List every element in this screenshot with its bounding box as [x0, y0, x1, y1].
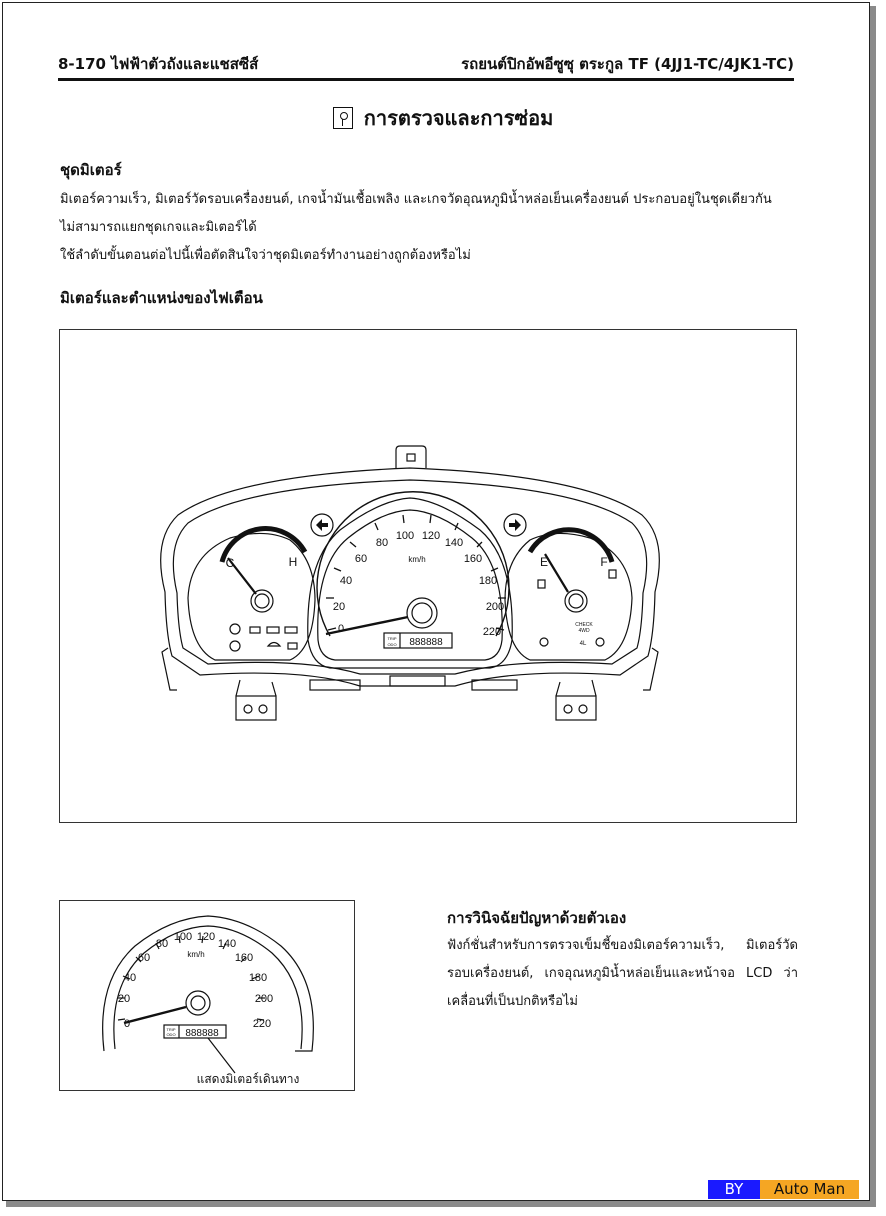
small-odo-lcd-value: 888888 — [185, 1028, 219, 1039]
small-speed-label-180: 180 — [248, 972, 268, 984]
small-speed-unit: km/h — [187, 950, 205, 959]
speedometer-detail-figure — [59, 900, 355, 1091]
warning-lights-heading: มิเตอร์และตำแหน่งของไฟเตือน — [60, 289, 263, 307]
turn-left-icon — [316, 519, 328, 531]
small-speed-label-80: 80 — [155, 938, 169, 950]
speed-label-40: 40 — [339, 575, 353, 587]
meter-set-line-2: ไม่สามารถแยกชุดเกจและมิเตอร์ได้ — [60, 220, 257, 235]
small-speed-label-60: 60 — [137, 952, 151, 964]
speedometer-detail-drawing — [60, 901, 354, 1090]
page-title-text: การตรวจและการซ่อม — [363, 106, 554, 130]
check-4wd-label: CHECK — [575, 622, 593, 628]
trip-meter-callout: แสดงมิเตอร์เดินทาง — [196, 1072, 300, 1086]
page-title — [0, 102, 886, 134]
small-speed-label-20: 20 — [117, 993, 131, 1005]
small-speed-label-0: 0 — [123, 1018, 131, 1030]
turn-right-icon — [509, 519, 521, 531]
page-header — [58, 52, 794, 81]
speed-label-160: 160 — [463, 553, 483, 565]
odo-mode-top: TRIP — [387, 636, 397, 641]
speed-label-0: 0 — [337, 623, 345, 635]
author-badge — [708, 1180, 859, 1199]
speed-label-100: 100 — [395, 530, 415, 542]
small-speed-label-160: 160 — [234, 952, 254, 964]
check-4wd-sublabel: 4WD — [578, 628, 590, 634]
meter-set-line-3: ใช้ลำดับขั้นตอนต่อไปนี้เพื่อตัดสินใจว่าชุดมิเตอร์ทำงานอย่างถูกต้องหรือไม่ — [60, 248, 471, 263]
temp-cold-label: C — [225, 556, 235, 570]
odo-mode-bottom: ODO — [387, 642, 397, 647]
meter-set-line-1: มิเตอร์ความเร็ว, มิเตอร์วัดรอบเครื่องยนต์, เกจน้ำมันเชื้อเพลิง และเกจวัดอุณหภูมิน้ำหล่อเย็นเครื่องยนต์ ประกอบอยู่ในชุดเดียวกัน — [60, 192, 772, 207]
page-shadow-right — [870, 6, 876, 1205]
self-diagnosis-text: ฟังก์ชั่นสำหรับการตรวจเข็มชี้ของมิเตอร์ความเร็ว, มิเตอร์วัดรอบเครื่องยนต์, เกจอุณหภูมิน้ำหล่อเย็นและหน้าจอ LCD ว่าเคลื่อนที่เป็นปกติหรือไม่ — [447, 938, 798, 1009]
header-vehicle-title: รถยนต์ปิกอัพอีซูซุ ตระกูล TF (4JJ1-TC/4JK1-TC) — [461, 55, 794, 73]
instrument-cluster-figure — [59, 329, 797, 823]
meter-set-heading: ชุดมิเตอร์ — [60, 161, 122, 179]
instrument-cluster-drawing — [60, 330, 796, 822]
speed-unit: km/h — [408, 555, 426, 564]
speed-label-200: 200 — [485, 601, 505, 613]
page-shadow-bottom — [6, 1201, 876, 1207]
small-speed-label-120: 120 — [196, 931, 216, 943]
small-speed-label-100: 100 — [173, 931, 193, 943]
fuel-full-label: F — [600, 555, 608, 569]
small-speed-label-140: 140 — [217, 938, 237, 950]
speed-label-120: 120 — [421, 530, 441, 542]
speed-label-180: 180 — [478, 575, 498, 587]
inspection-icon — [333, 107, 353, 129]
odo-lcd-value: 888888 — [409, 637, 443, 648]
badge-name: Auto Man — [760, 1180, 859, 1199]
speed-label-140: 140 — [444, 537, 464, 549]
small-speed-label-40: 40 — [123, 972, 137, 984]
speed-label-80: 80 — [375, 537, 389, 549]
temp-hot-label: H — [288, 555, 298, 569]
four-low-label: 4L — [579, 641, 587, 647]
small-odo-mode-top: TRIP — [166, 1027, 176, 1032]
small-odo-mode-bottom: ODO — [166, 1032, 176, 1037]
speed-label-20: 20 — [332, 601, 346, 613]
small-speed-label-220: 220 — [252, 1018, 272, 1030]
badge-by: BY — [708, 1180, 760, 1199]
small-speed-label-200: 200 — [254, 993, 274, 1005]
header-section-title: 8-170 ไฟฟ้าตัวถังและแชสซีส์ — [58, 55, 259, 73]
speed-label-220: 220 — [482, 626, 502, 638]
fuel-empty-label: E — [539, 555, 549, 569]
self-diagnosis-heading: การวินิจฉัยปัญหาด้วยตัวเอง — [447, 909, 627, 927]
speed-label-60: 60 — [354, 553, 368, 565]
